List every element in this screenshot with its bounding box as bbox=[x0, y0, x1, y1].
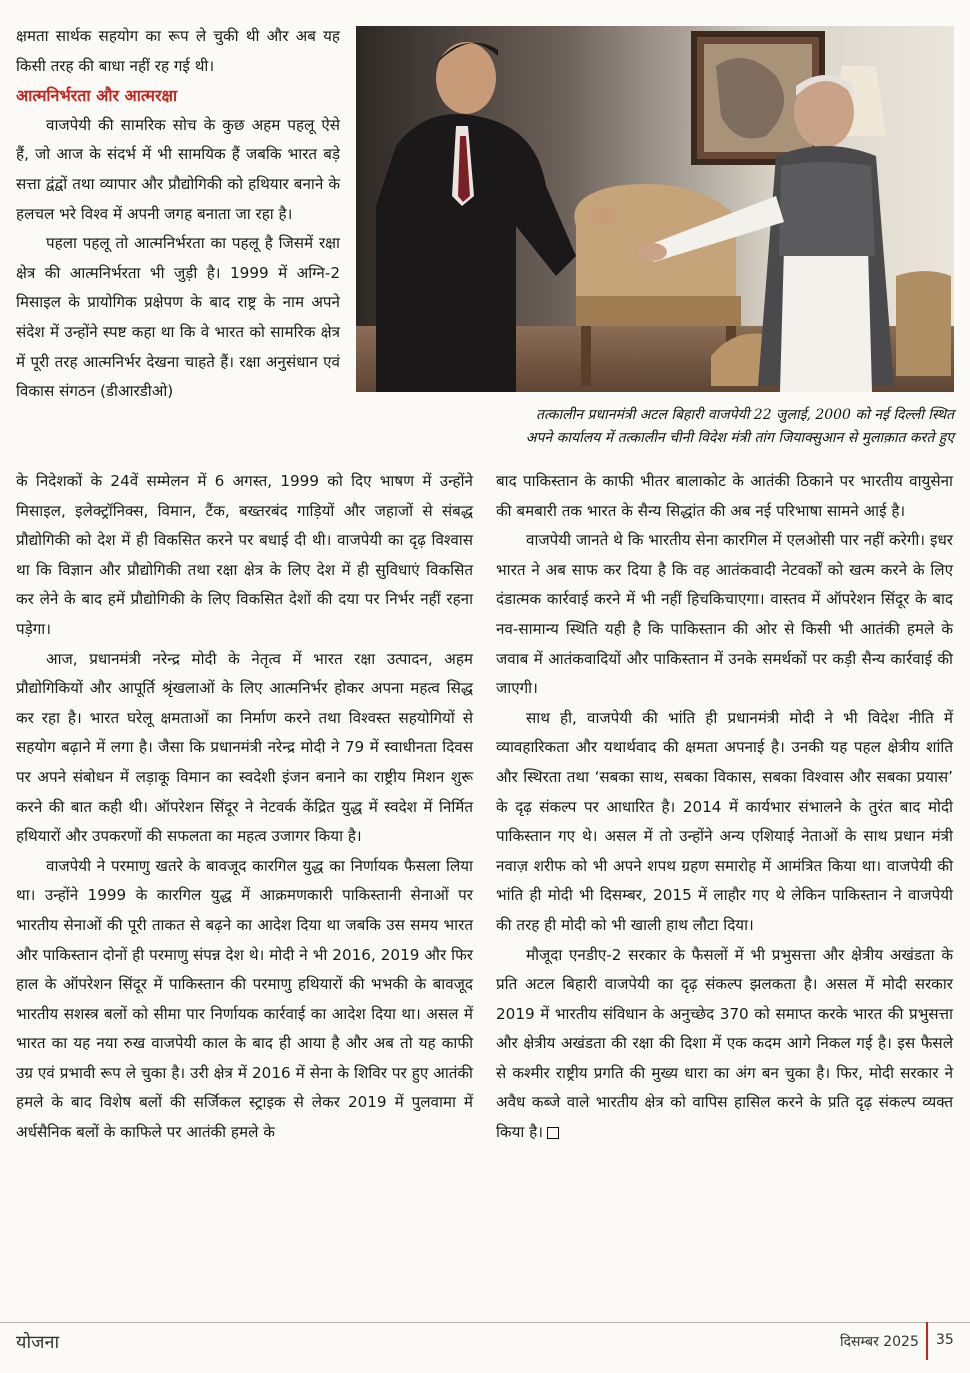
footer-divider bbox=[0, 1322, 970, 1323]
paragraph-2-start: पहला पहलू तो आत्मनिर्भरता का पहलू है जिसमें रक्षा क्षेत्र की आत्मनिर्भरता भी जुड़ी है। 1999 में अग्नि-2 मिसाइल के प्रायोगिक प्रक्षेपण के बाद राष्ट्र के नाम अपने संदेश में उन्होंने स्पष्ट कहा था कि वे भारत को सामरिक क्षेत्र में पूरी तरह आत्मनिर्भर देखना चाहते हैं। रक्षा अनुसंधान एवं विकास संगठन (डीआरडीओ) bbox=[16, 234, 340, 401]
paragraph-7 bbox=[496, 941, 953, 1148]
photo-caption bbox=[356, 404, 954, 450]
footer-separator bbox=[926, 1322, 928, 1360]
paragraph-4-continued: बाद पाकिस्तान के काफी भीतर बालाकोट के आतंकी ठिकाने पर भारतीय वायुसेना की बमबारी तक भारत के सैन्य सिद्धांत की अब नई परिभाषा सामने आई है। bbox=[496, 472, 953, 520]
magazine-name: योजना bbox=[16, 1332, 60, 1353]
caption-line-2: अपने कार्यालय में तत्कालीन चीनी विदेश मंत्री तांग जियाक्सुआन से मुलाक़ात करते हुए bbox=[525, 430, 954, 446]
article-photo bbox=[356, 26, 954, 392]
page-number: 35 bbox=[936, 1332, 954, 1348]
paragraph-7-text: मौजूदा एनडीए-2 सरकार के फैसलों में भी प्रभुसत्ता और क्षेत्रीय अखंडता के प्रति अटल बिहारी वाजपेयी का दृढ़ संकल्प झलकता है। असल में मोदी सरकार 2019 में भारतीय संविधान के अनुच्छेद 370 को समाप्त करके भारत की प्रभुसत्ता और क्षेत्रीय अखंडता की रक्षा की दिशा में एक कदम आगे निकल गई है। इस फैसले से कश्मीर राष्ट्रीय प्रगति की मुख्य धारा का अंग बन चुका है। फिर, मोदी सरकार ने अवैध कब्जे वाले भारतीय क्षेत्र को वापिस हासिल करने के प्रति दृढ़ संकल्प व्यक्त किया है। bbox=[496, 945, 953, 1142]
caption-line-1: तत्कालीन प्रधानमंत्री अटल बिहारी वाजपेयी 22 जुलाई, 2000 को नई दिल्ली स्थित bbox=[536, 407, 954, 423]
right-text-column bbox=[496, 467, 953, 1148]
top-text-column bbox=[16, 22, 340, 407]
paragraph-2-continued: के निदेशकों के 24वें सम्मेलन में 6 अगस्त, 1999 को दिए भाषण में उन्होंने मिसाइल, इलेक्ट्रॉनिक्स, विमान, टैंक, बख्तरबंद गाड़ियों और जहाजों से संबद्ध प्रौद्योगिकी को देश में ही विकसित करने पर बधाई दी थी। वाजपेयी का दृढ़ विश्वास था कि विज्ञान और प्रौद्योगिकी तथा रक्षा क्षेत्र के लिए देश में ही सुविधाएं विकसित कर लेने के बाद हमें प्रौद्योगिकी के लिए विकसित देशों की दया पर निर्भर नहीं रहना पड़ेगा। bbox=[16, 472, 473, 638]
paragraph-6: साथ ही, वाजपेयी की भांति ही प्रधानमंत्री मोदी ने भी विदेश नीति में व्यावहारिकता और यथार्थवाद की क्षमता अपनाई है। उनकी यह पहल क्षेत्रीय शांति और स्थिरता तथा ‘सबका साथ, सबका विकास, सबका विश्वास और सबका प्रयास’ के दृढ़ संकल्प पर आधारित है। 2014 में कार्यभार संभालने के तुरंत बाद मोदी पाकिस्तान गए थे। असल में तो उन्होंने अन्य एशियाई नेताओं के साथ प्रधान मंत्री नवाज़ शरीफ को भी अपने शपथ ग्रहण समारोह में आमंत्रित किया था। वाजपेयी की भांति ही मोदी भी दिसम्बर, 2015 में लाहौर गए थे लेकिन पाकिस्तान ने वाजपेयी की तरह ही मोदी को भी खाली हाथ लौटा दिया। bbox=[496, 708, 953, 934]
paragraph-4: वाजपेयी ने परमाणु खतरे के बावजूद कारगिल युद्ध का निर्णायक फैसला लिया था। उन्होंने 1999 के कारगिल युद्ध में आक्रमणकारी पाकिस्तानी सेनाओं पर भारतीय सेनाओं की पूरी ताकत से बढ़ने का आदेश दिया था जबकि उस समय भारत और पाकिस्तान दोनों ही परमाणु संपन्न देश थे। मोदी ने भी 2016, 2019 और फिर हाल के ऑपरेशन सिंदूर में पाकिस्तान की परमाणु हथियारों की भभकी के बावजूद भारतीय सशस्त्र बलों को सीमा पार निर्णायक कार्रवाई का आदेश दिया था। असल में भारत का यह नया रुख वाजपेयी काल के बाद ही आया है और अब तो यह काफी उग्र एवं प्रभावी रूप ले चुका है। उरी क्षेत्र में 2016 में सेना के शिविर पर हुए आतंकी हमले के बाद विशेष बलों की सर्जिकल स्ट्राइक से लेकर 2019 में पुलवामा में अर्धसैनिक बलों के काफिले पर आतंकी हमले के bbox=[16, 856, 473, 1142]
left-text-column bbox=[16, 467, 473, 1148]
paragraph-3: आज, प्रधानमंत्री नरेन्द्र मोदी के नेतृत्व में भारत रक्षा उत्पादन, अहम प्रौद्योगिकियों और आपूर्ति श्रृंखलाओं के लिए आत्मनिर्भर होकर अपना महत्व सिद्ध कर रहा है। भारत घरेलू क्षमताओं का निर्माण करने तथा विश्वस्त सहयोगियों से सहयोग बढ़ाने में लगा है। जैसा कि प्रधानमंत्री नरेन्द्र मोदी ने 79 में स्वाधीनता दिवस पर अपने संबोधन में लड़ाकू विमान का स्वदेशी इंजन बनाने का राष्ट्रीय मिशन शुरू करने की बात कही थी। ऑपरेशन सिंदूर ने नेटवर्क केंद्रित युद्ध में स्वदेश में निर्मित हथियारों और उपकरणों की सफलता का महत्व उजागर किया है। bbox=[16, 649, 473, 846]
section-heading: आत्मनिर्भरता और आत्मरक्षा bbox=[16, 86, 178, 106]
paragraph-5: वाजपेयी जानते थे कि भारतीय सेना कारगिल में एलओसी पार नहीं करेगी। इधर भारत ने अब साफ कर दिया है कि वह आतंकवादी नेटवर्कों को खत्म करने के लिए दंडात्मक कार्रवाई करने में भी नहीं हिचकिचाएगा। वास्तव में ऑपरेशन सिंदूर के बाद नव-सामान्य स्थिति यही है कि पाकिस्तान की ओर से किसी भी आतंकी हमले के जवाब में आतंकवादियों और पाकिस्तान में उनके समर्थकों पर कड़ी सैन्य कार्रवाई की जाएगी। bbox=[496, 531, 953, 698]
end-of-article-icon bbox=[547, 1127, 559, 1139]
paragraph-1: वाजपेयी की सामरिक सोच के कुछ अहम पहलू ऐसे हैं, जो आज के संदर्भ में भी सामयिक हैं जबकि भारत बड़े सत्ता द्वंद्वों तथा व्यापार और प्रौद्योगिकी को हथियार बनाने के हलचल भरे विश्व में अपनी जगह बनाता जा रहा है। bbox=[16, 115, 340, 223]
issue-date: दिसम्बर 2025 bbox=[840, 1334, 919, 1350]
photo-illustration bbox=[356, 26, 954, 392]
intro-paragraph: क्षमता सार्थक सहयोग का रूप ले चुकी थी और अब यह किसी तरह की बाधा नहीं रह गई थी। bbox=[16, 27, 340, 75]
